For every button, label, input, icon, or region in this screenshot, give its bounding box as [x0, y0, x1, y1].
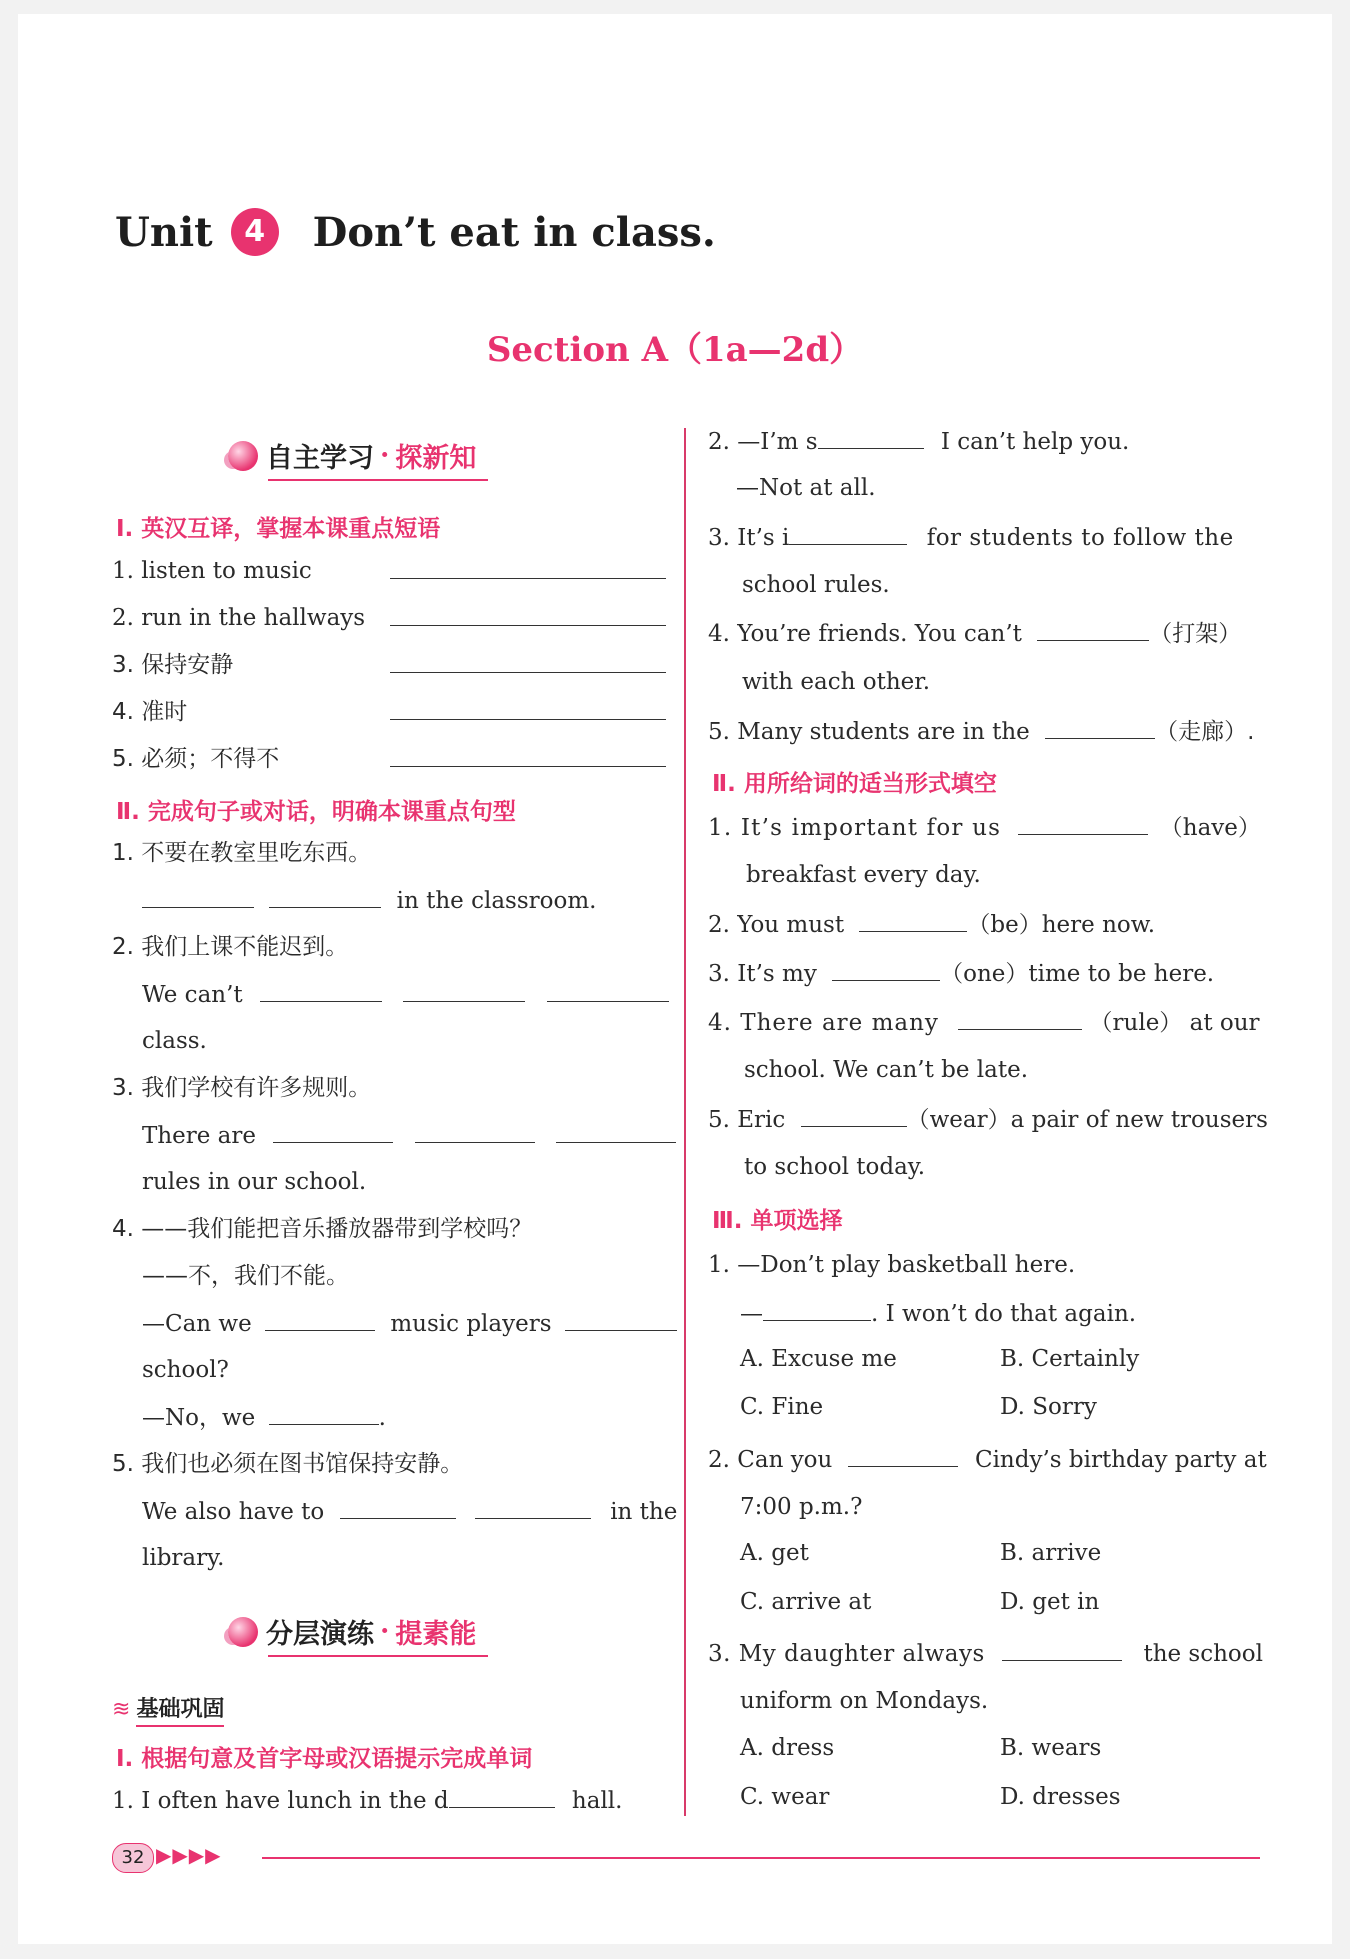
sentence-text: We can’t	[142, 982, 243, 1008]
sentence-text: 1. I often have lunch in the d	[112, 1788, 449, 1814]
fill-1-cont: breakfast every day.	[746, 862, 981, 888]
sentence-text: 3. It’s my	[708, 961, 817, 987]
left-heading-3: Ⅰ. 根据句意及首字母或汉语提示完成单词	[116, 1746, 533, 1772]
blank[interactable]	[859, 909, 967, 932]
blank[interactable]	[390, 697, 666, 720]
sentence-text: music players	[390, 1311, 552, 1337]
sentence-text: —Can we	[142, 1311, 252, 1337]
mc-2-option-d[interactable]: D. get in	[1000, 1589, 1100, 1615]
banner-dot: ·	[380, 1616, 390, 1647]
subhead-basics	[112, 1692, 224, 1727]
arrow-icons: ▶▶▶▶	[156, 1843, 222, 1867]
right-item-2-reply: —Not at all.	[736, 475, 876, 501]
sentence-5-en	[142, 1496, 677, 1527]
answer-line[interactable]	[390, 556, 666, 587]
blank[interactable]	[547, 979, 669, 1002]
phrase-text: 4. 准时	[112, 699, 188, 725]
mc-1-option-a[interactable]: A. Excuse me	[740, 1346, 897, 1372]
mc-2	[708, 1444, 1267, 1475]
answer-line[interactable]	[390, 603, 666, 634]
sentence-text: I can’t help you.	[940, 429, 1130, 455]
dialog-4-en-3	[142, 1402, 386, 1433]
fill-4-cont: school. We can’t be late.	[744, 1057, 1029, 1083]
sentence-text: There are	[142, 1123, 257, 1149]
blank[interactable]	[415, 1120, 535, 1143]
banner-right-text: 探新知	[395, 443, 477, 474]
blank[interactable]	[260, 979, 382, 1002]
phrase-1	[112, 556, 312, 586]
blank[interactable]	[958, 1007, 1082, 1030]
mc-3-option-b[interactable]: B. wears	[1000, 1735, 1102, 1761]
mc-1-option-c[interactable]: C. Fine	[740, 1394, 824, 1420]
blank[interactable]	[390, 650, 666, 673]
unit-label: Unit	[115, 208, 213, 256]
right-heading-3: Ⅲ. 单项选择	[712, 1208, 843, 1234]
blank[interactable]	[475, 1496, 591, 1519]
fill-5	[708, 1104, 1268, 1135]
sentence-text: for students to follow the	[926, 525, 1234, 551]
sentence-text: Cindy’s birthday party at	[974, 1447, 1267, 1473]
sentence-text: （wear）a pair of new trousers	[906, 1107, 1268, 1133]
blank[interactable]	[403, 979, 525, 1002]
sentence-3-en	[142, 1120, 676, 1151]
phrase-2	[112, 603, 365, 633]
sentence-text: We also have to	[142, 1499, 325, 1525]
mc-2-cont: 7:00 p.m.?	[740, 1494, 863, 1520]
mc-3-cont: uniform on Mondays.	[740, 1688, 989, 1714]
dialog-4-cn-2: ——不，我们不能。	[142, 1263, 349, 1289]
ball-icon	[228, 441, 258, 471]
sentence-5-end: library.	[142, 1545, 225, 1571]
fill-5-cont: to school today.	[744, 1154, 926, 1180]
mc-3-option-a[interactable]: A. dress	[740, 1735, 835, 1761]
unit-heading	[115, 208, 716, 256]
blank[interactable]	[818, 426, 924, 449]
right-item-4	[708, 618, 1241, 649]
sentence-text: 1. It’s important for us	[708, 815, 1002, 841]
right-item-4-cont: with each other.	[742, 669, 931, 695]
section-title: Section A（1a—2d）	[486, 330, 864, 370]
right-item-3	[708, 522, 1234, 553]
sentence-3-end: rules in our school.	[142, 1169, 367, 1195]
blank[interactable]	[789, 522, 907, 545]
page-number: 32	[112, 1843, 154, 1873]
mc-2-option-b[interactable]: B. arrive	[1000, 1540, 1102, 1566]
mc-2-option-a[interactable]: A. get	[740, 1540, 809, 1566]
word-1	[112, 1785, 622, 1816]
sentence-text: . I won’t do that again.	[871, 1301, 1137, 1327]
blank[interactable]	[269, 1402, 379, 1425]
sentence-text: 2. —I’m s	[708, 429, 818, 455]
sentence-text: 5. Many students are in the	[708, 719, 1030, 745]
blank[interactable]	[556, 1120, 676, 1143]
banner-right-text: 提素能	[395, 1619, 477, 1650]
mc-3-option-c[interactable]: C. wear	[740, 1784, 830, 1810]
blank[interactable]	[449, 1785, 555, 1808]
sentence-text: 3. My daughter always	[708, 1641, 985, 1667]
phrase-text: 1. listen to music	[112, 558, 312, 584]
ball-icon	[228, 1617, 258, 1647]
mc-3-option-d[interactable]: D. dresses	[1000, 1784, 1121, 1810]
sentence-text: 2. Can you	[708, 1447, 833, 1473]
blank[interactable]	[340, 1496, 456, 1519]
phrase-4	[112, 697, 187, 727]
dialog-4-en-1	[142, 1308, 677, 1339]
blank[interactable]	[142, 885, 254, 908]
fill-2	[708, 909, 1155, 940]
answer-line[interactable]	[390, 744, 666, 775]
sentence-text: （rule） at our	[1089, 1010, 1260, 1036]
blank[interactable]	[848, 1444, 958, 1467]
phrase-text: 3. 保持安静	[112, 652, 234, 678]
sentence-text: .	[378, 1405, 386, 1431]
unit-title: Don’t eat in class.	[312, 208, 716, 256]
subhead-label: 基础巩固	[136, 1692, 224, 1727]
sentence-1-en	[142, 885, 596, 916]
mc-1-option-d[interactable]: D. Sorry	[1000, 1394, 1097, 1420]
sentence-text: （one）time to be here.	[940, 961, 1215, 987]
sentence-text: —No，we	[142, 1405, 256, 1431]
mc-1-reply	[740, 1298, 1136, 1329]
sentence-text: （have）	[1159, 815, 1261, 841]
blank[interactable]	[269, 885, 381, 908]
banner-dot: ·	[380, 440, 390, 471]
banner-self-study	[228, 436, 476, 475]
sentence-text: hall.	[571, 1788, 623, 1814]
answer-line[interactable]	[390, 650, 666, 681]
sentence-text: 3. It’s i	[708, 525, 790, 551]
column-divider	[684, 428, 686, 1816]
phrase-text: 2. run in the hallways	[112, 605, 366, 631]
sentence-text: （走廊）.	[1155, 719, 1255, 745]
sentence-2-en	[142, 979, 669, 1010]
right-item-5	[708, 716, 1254, 747]
unit-number-badge: 4	[231, 208, 279, 256]
dialog-4-en-2: school?	[142, 1357, 229, 1383]
blank[interactable]	[801, 1104, 907, 1127]
blank[interactable]	[763, 1298, 871, 1321]
banner-left-text: 自主学习	[266, 443, 374, 474]
sentence-3-cn: 3. 我们学校有许多规则。	[112, 1075, 372, 1101]
mc-1-option-b[interactable]: B. Certainly	[1000, 1346, 1140, 1372]
banner-left-text: 分层演练	[266, 1619, 374, 1650]
banner-practice	[228, 1612, 476, 1651]
sentence-text: 4. There are many	[708, 1010, 939, 1036]
mc-1: 1. —Don’t play basketball here.	[708, 1252, 1076, 1278]
mc-3	[708, 1638, 1263, 1669]
phrase-5	[112, 744, 279, 774]
sentence-text: —	[740, 1301, 763, 1327]
mc-2-option-c[interactable]: C. arrive at	[740, 1589, 872, 1615]
dialog-4-cn-1: 4. ——我们能把音乐播放器带到学校吗？	[112, 1216, 533, 1242]
blank[interactable]	[832, 958, 940, 981]
sentence-text: 4. You’re friends. You can’t	[708, 621, 1022, 647]
blank[interactable]	[1002, 1638, 1122, 1661]
right-heading-2: Ⅱ. 用所给词的适当形式填空	[712, 771, 997, 797]
sentence-2-cn: 2. 我们上课不能迟到。	[112, 934, 349, 960]
phrase-text: 5. 必须；不得不	[112, 746, 280, 772]
banner-underline	[268, 1655, 488, 1657]
blank[interactable]	[390, 556, 666, 579]
phrase-3	[112, 650, 233, 680]
fill-1	[708, 812, 1261, 843]
blank[interactable]	[273, 1120, 393, 1143]
sentence-1-cn: 1. 不要在教室里吃东西。	[112, 840, 372, 866]
sentence-text: in the classroom.	[396, 888, 597, 914]
sentence-2-end: class.	[142, 1028, 207, 1054]
right-item-3-cont: school rules.	[742, 572, 890, 598]
sentence-text: 5. Eric	[708, 1107, 786, 1133]
banner-underline	[268, 479, 488, 481]
sentence-text: 2. You must	[708, 912, 845, 938]
blank[interactable]	[390, 603, 666, 626]
blank[interactable]	[265, 1308, 375, 1331]
sentence-text: （打架）	[1149, 621, 1242, 647]
left-heading-2: Ⅱ. 完成句子或对话，明确本课重点句型	[116, 799, 516, 825]
blank[interactable]	[1037, 618, 1149, 641]
answer-line[interactable]	[390, 697, 666, 728]
sentence-text: the school	[1143, 1641, 1263, 1667]
sentence-text: in the	[610, 1499, 678, 1525]
sentence-text: （be）here now.	[967, 912, 1156, 938]
fill-4	[708, 1007, 1260, 1038]
sentence-5-cn: 5. 我们也必须在图书馆保持安静。	[112, 1451, 464, 1477]
blank[interactable]	[1018, 812, 1148, 835]
book-stack-icon: ≋	[112, 1697, 131, 1722]
blank[interactable]	[565, 1308, 677, 1331]
blank[interactable]	[1045, 716, 1155, 739]
right-item-2	[708, 426, 1129, 457]
footer-rule	[262, 1857, 1260, 1859]
blank[interactable]	[390, 744, 666, 767]
left-heading-1: Ⅰ. 英汉互译，掌握本课重点短语	[116, 516, 441, 542]
fill-3	[708, 958, 1214, 989]
